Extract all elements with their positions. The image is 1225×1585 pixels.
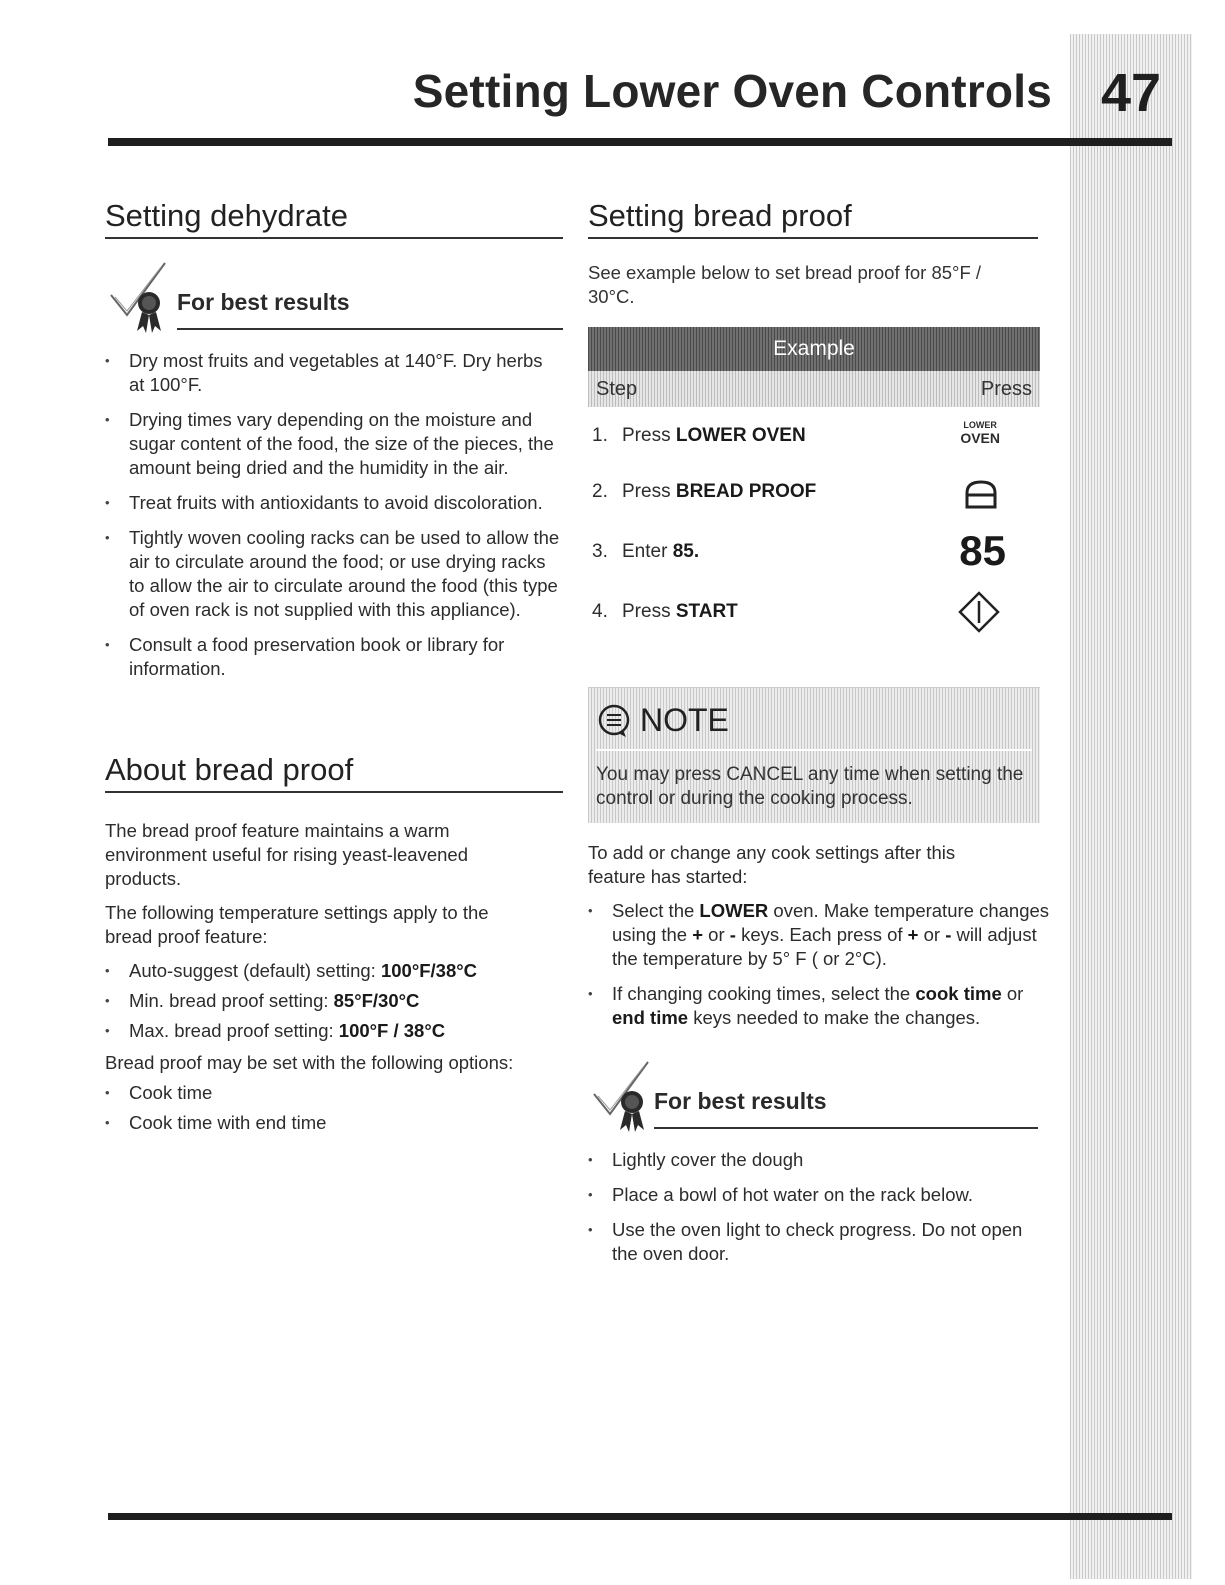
bread-proof-intro: See example below to set bread proof for 85°F / 30°C. <box>588 262 982 307</box>
best-results-title: For best results <box>654 1088 1038 1129</box>
example-columns <box>588 371 1040 407</box>
note-icon <box>596 703 632 739</box>
award-ribbon-icon <box>588 1056 658 1134</box>
options-intro: Bread proof may be set with the following options: <box>105 1052 514 1073</box>
note-box <box>588 687 1040 823</box>
example-step: 4. Press START <box>588 587 1040 643</box>
example-step: 3. Enter 85. 85 <box>592 527 1006 574</box>
about-bread-proof-heading: About bread proof <box>105 752 563 793</box>
setting-bread-proof-heading: Setting bread proof <box>588 198 1038 239</box>
top-rule <box>108 138 1172 146</box>
temperature-settings-list <box>105 959 563 1043</box>
bottom-rule <box>108 1513 1172 1520</box>
list-item: • Cook time with end time <box>105 1111 563 1135</box>
bread-proof-tips-list <box>588 1148 1050 1266</box>
list-item: • Min. bread proof setting: 85°F/30°C <box>105 989 563 1013</box>
best-results-header <box>105 257 563 335</box>
change-settings-list <box>588 899 1050 1030</box>
best-results-header <box>588 1056 1038 1134</box>
page-title: Setting Lower Oven Controls <box>412 65 1052 117</box>
example-title: Example <box>588 327 1040 371</box>
list-item: • Drying times vary depending on the moisture and sugar content of the food, the size of the pieces, the amount being dried and the humidity in the air. <box>105 408 563 480</box>
example-table <box>588 327 1040 643</box>
note-title: NOTE <box>640 702 729 738</box>
start-icon <box>958 591 1000 633</box>
about-paragraph: The bread proof feature maintains a warm environment useful for rising yeast-leavened products. <box>105 820 468 889</box>
award-ribbon-icon <box>105 257 175 335</box>
list-item: • Tightly woven cooling racks can be used to allow the air to circulate around the food; or use drying racks to allow the air to circulate around the food (this type of oven rack is not supplied with this appliance). <box>105 526 563 622</box>
left-column <box>105 198 563 692</box>
about-bread-proof-section <box>105 752 563 1141</box>
page-number: 47 <box>1100 63 1162 123</box>
setting-dehydrate-heading: Setting dehydrate <box>105 198 563 239</box>
list-item: • Cook time <box>105 1081 563 1105</box>
list-item: • Select the LOWER oven. Make temperature changes using the + or - keys. Each press of + or - will adjust the temperature by 5° F ( or 2°C). <box>588 899 1050 971</box>
list-item: • Treat fruits with antioxidants to avoid discoloration. <box>105 491 563 515</box>
list-item: • Consult a food preservation book or library for information. <box>105 633 563 681</box>
bread-proof-icon <box>962 479 1000 511</box>
list-item: • Max. bread proof setting: 100°F / 38°C <box>105 1019 563 1043</box>
step-column-header: Step <box>596 377 638 400</box>
example-step: 2. Press BREAD PROOF <box>588 469 1040 525</box>
change-settings-intro: To add or change any cook settings after this feature has started: <box>588 842 956 887</box>
press-column-header: Press <box>980 377 1032 400</box>
best-results-title: For best results <box>177 289 563 330</box>
dehydrate-tips-list <box>105 349 563 681</box>
options-list <box>105 1081 563 1135</box>
page-tab-strip <box>1070 34 1192 1579</box>
settings-intro: The following temperature settings apply to the bread proof feature: <box>105 902 489 947</box>
right-column <box>588 198 1050 1277</box>
note-text: You may press CANCEL any time when setting the control or during the cooking process. <box>596 764 1024 809</box>
list-item: • Auto-suggest (default) setting: 100°F/38°C <box>105 959 563 983</box>
list-item: • Use the oven light to check progress. Do not open the oven door. <box>588 1218 1050 1266</box>
entered-value: 85 <box>959 527 1006 574</box>
example-step: 1. Press LOWER OVEN LOWER OVEN <box>592 420 1000 446</box>
list-item: • Dry most fruits and vegetables at 140°F. Dry herbs at 100°F. <box>105 349 563 397</box>
list-item: • Lightly cover the dough <box>588 1148 1050 1172</box>
lower-oven-key: LOWER OVEN <box>960 420 1000 446</box>
list-item: • Place a bowl of hot water on the rack below. <box>588 1183 1050 1207</box>
list-item: • If changing cooking times, select the cook time or end time keys needed to make the changes. <box>588 982 1050 1030</box>
